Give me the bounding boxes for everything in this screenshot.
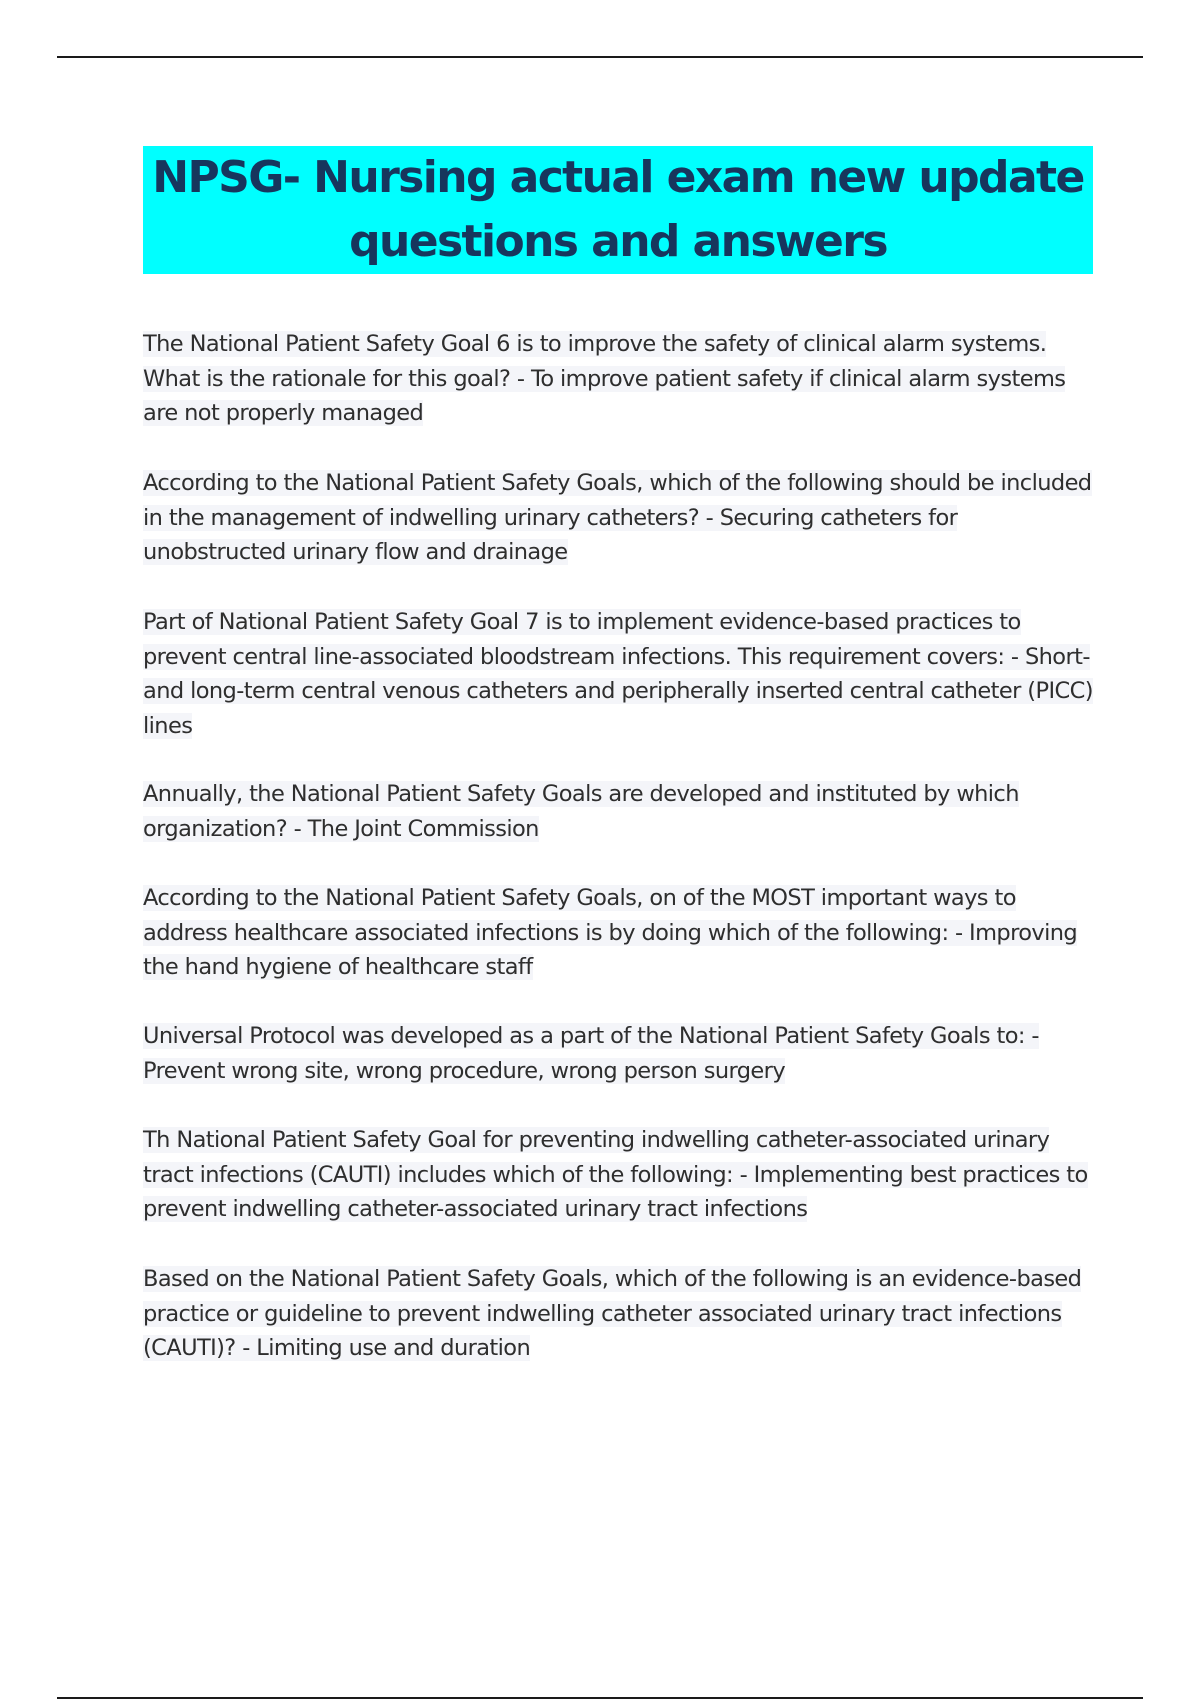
- title-block: [143, 146, 1093, 274]
- qa-item: According to the National Patient Safety Goals, on of the MOST important ways to address healthcare associated infections is by doing which of the following: - Improving the hand hygiene of healthcare staff: [143, 885, 1078, 980]
- qa-item: Annually, the National Patient Safety Goals are developed and instituted by which organization? - The Joint Commission: [143, 781, 1019, 842]
- qa-item: Based on the National Patient Safety Goals, which of the following is an evidence-based practice or guideline to prevent indwelling catheter associated urinary tract infections (CAUTI)? - Limiting use and duration: [143, 1266, 1082, 1361]
- bottom-rule: [57, 1697, 1143, 1699]
- qa-item: Part of National Patient Safety Goal 7 is to implement evidence-based practices to prevent central line-associated bloodstream infections. This requirement covers: - Short- and long-term central venous catheters and peripherally inserted central catheter (PICC) lines: [143, 609, 1093, 739]
- title-line-2: questions and answers: [349, 216, 887, 267]
- qa-item: The National Patient Safety Goal 6 is to improve the safety of clinical alarm systems. What is the rationale for this goal? - To improve patient safety if clinical alarm systems are not properly managed: [143, 331, 1066, 426]
- top-rule: [57, 56, 1143, 58]
- page-title: [143, 146, 1093, 274]
- qa-item: According to the National Patient Safety Goals, which of the following should be included in the management of indwelling urinary catheters? - Securing catheters for unobstructed urinary flow and drainage: [143, 470, 1092, 565]
- qa-item: Universal Protocol was developed as a part of the National Patient Safety Goals to: - Prevent wrong site, wrong procedure, wrong person surgery: [143, 1023, 1039, 1084]
- title-line-1: NPSG- Nursing actual exam new update: [152, 152, 1084, 203]
- qa-item: Th National Patient Safety Goal for preventing indwelling catheter-associated urinary tract infections (CAUTI) includes which of the following: - Implementing best practices to prevent indwelling catheter-associated urinary tract infections: [143, 1127, 1088, 1222]
